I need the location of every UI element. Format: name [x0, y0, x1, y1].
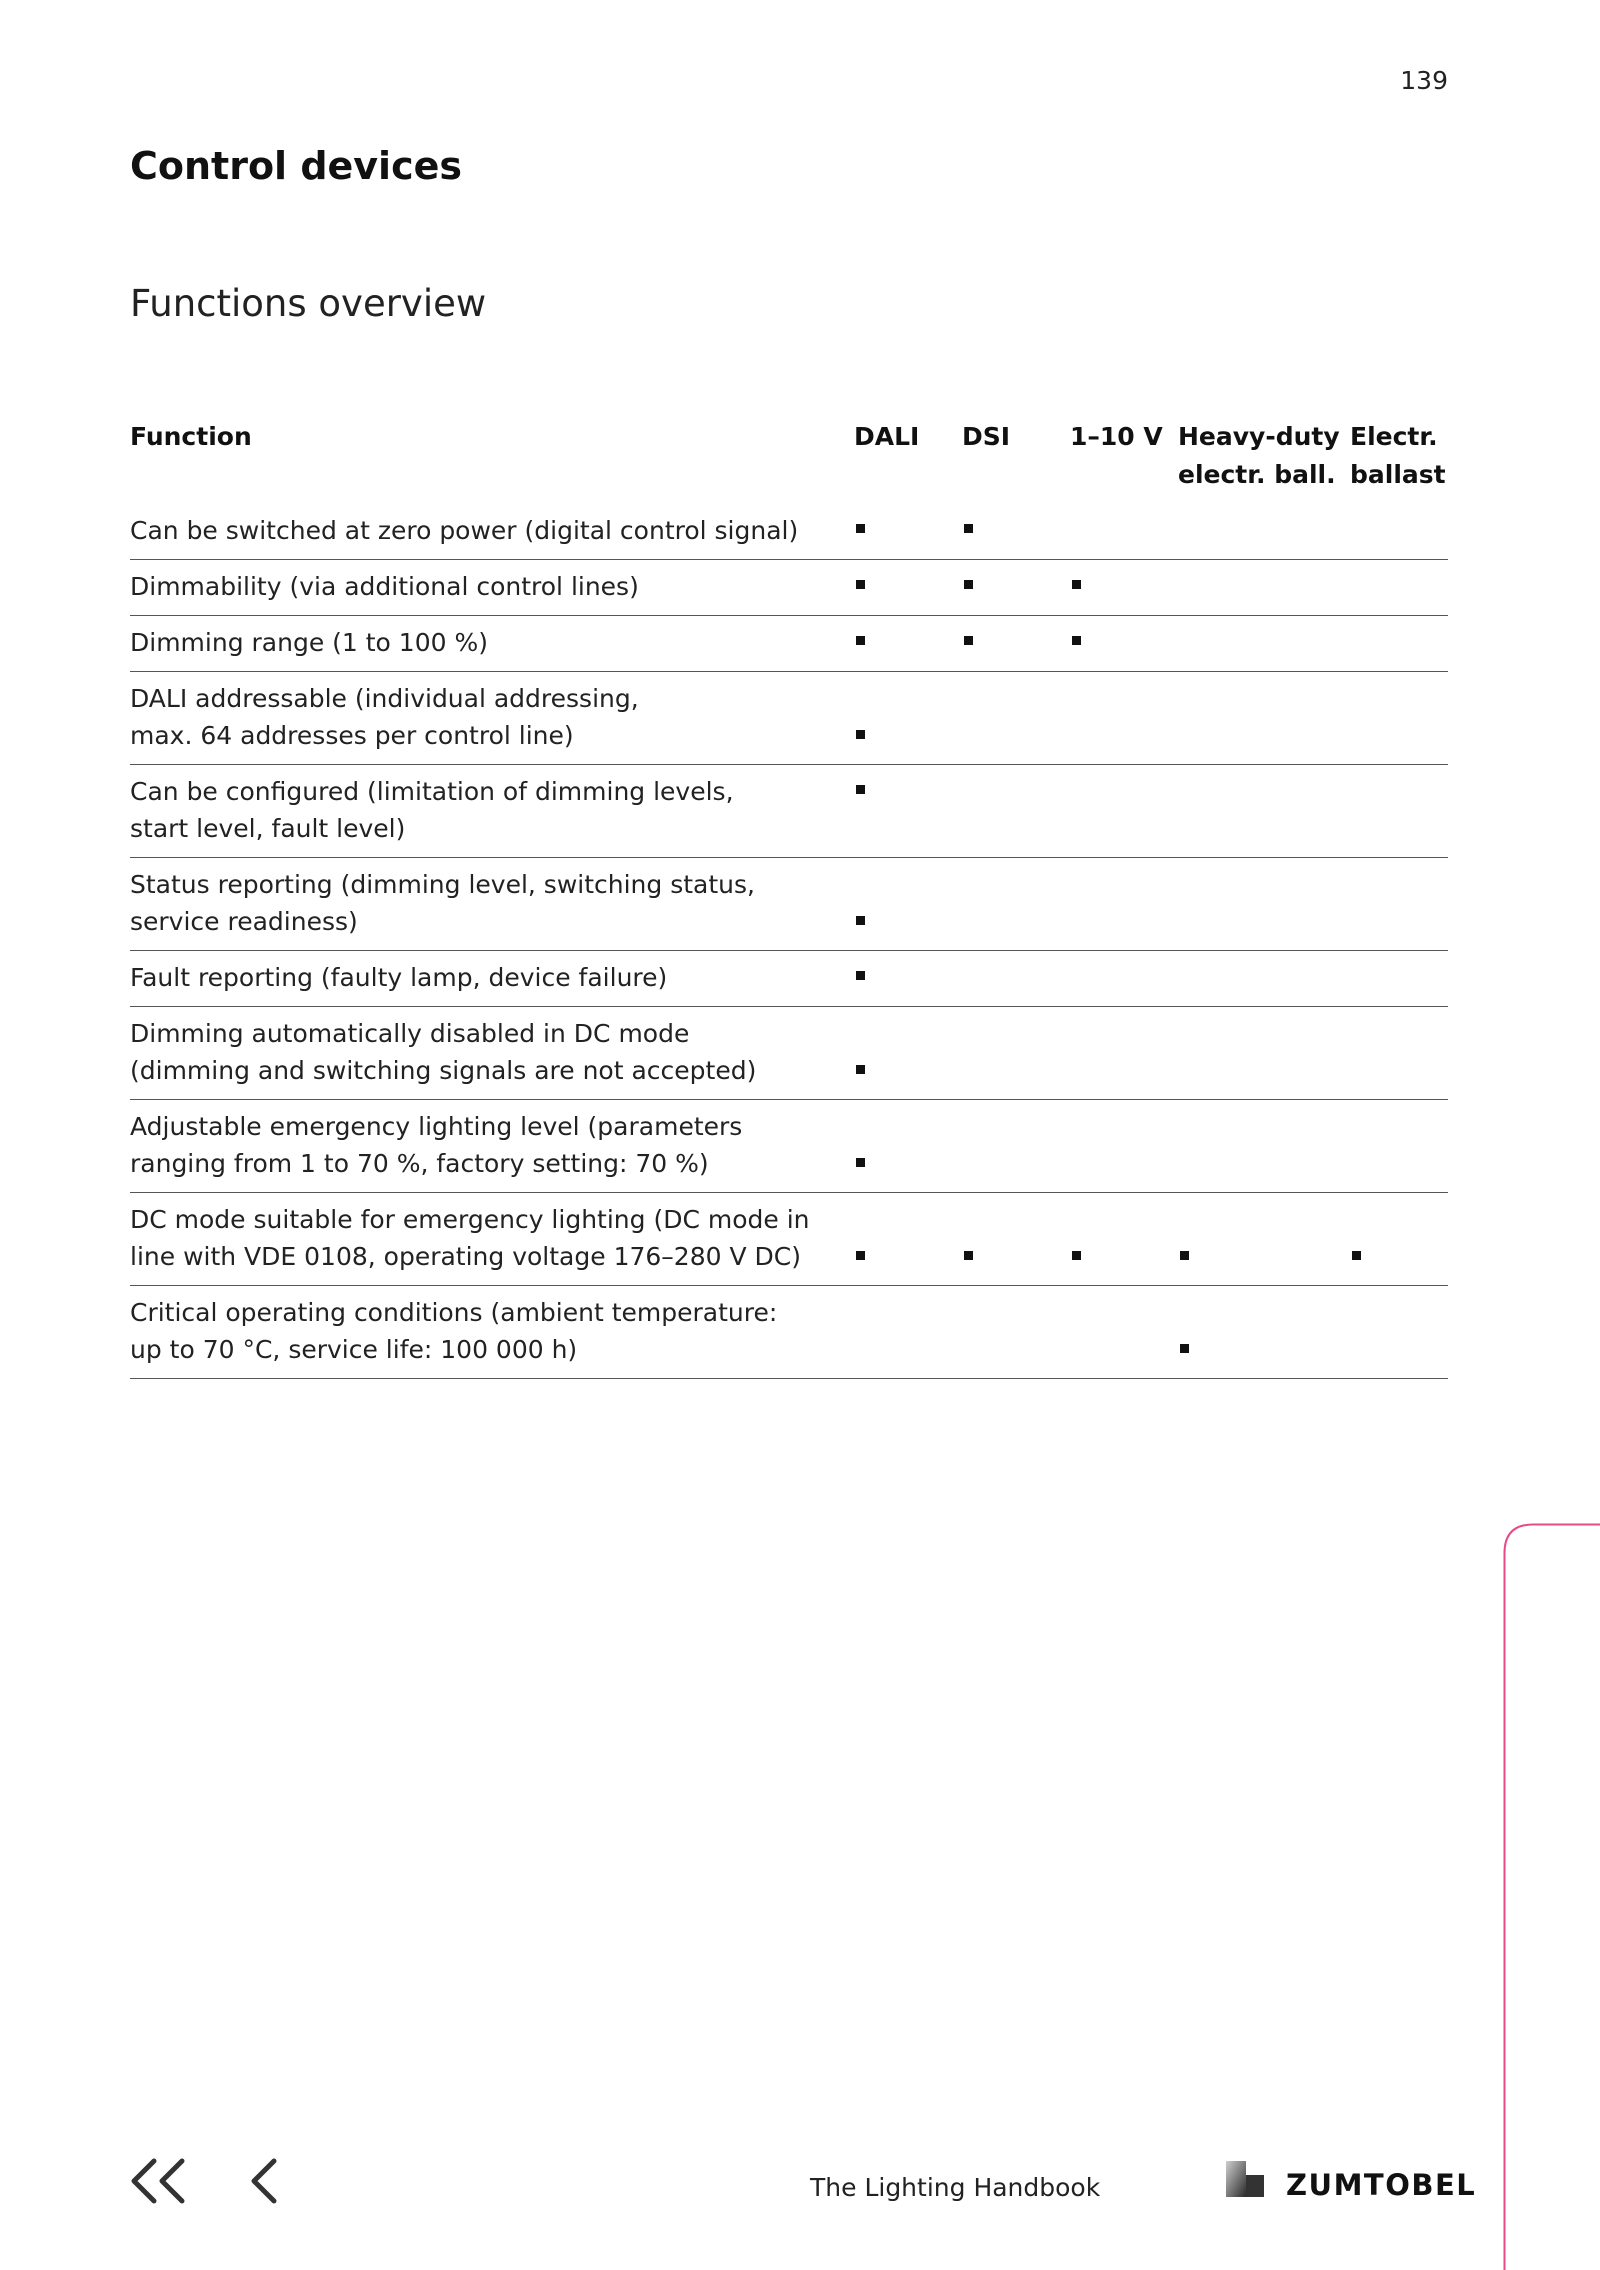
function-cell	[130, 1294, 830, 1368]
table-row	[130, 1286, 1448, 1379]
check-mark-dsi	[964, 1251, 973, 1260]
check-mark-dali	[856, 971, 865, 980]
check-mark-dali	[856, 524, 865, 533]
header-heavy-duty-line1: Heavy-duty	[1178, 422, 1340, 451]
handbook-title: The Lighting Handbook	[810, 2173, 1101, 2202]
chevron-left-icon	[248, 2158, 282, 2204]
check-mark-heavy-duty	[1180, 1344, 1189, 1353]
header-electr-line2: ballast	[1350, 460, 1446, 489]
check-mark-dali	[856, 785, 865, 794]
function-cell	[130, 624, 830, 661]
function-text: Dimming range (1 to 100 %)	[130, 628, 488, 657]
check-mark-1-10v	[1072, 636, 1081, 645]
function-text: line with VDE 0108, operating voltage 176–280 V DC)	[130, 1242, 801, 1271]
function-text: Can be switched at zero power (digital control signal)	[130, 516, 799, 545]
header-function: Function	[130, 422, 252, 451]
header-heavy-duty	[1178, 418, 1340, 494]
function-text: (dimming and switching signals are not accepted)	[130, 1056, 757, 1085]
chapter-side-tab	[1503, 1523, 1600, 2270]
check-mark-dali	[856, 916, 865, 925]
function-text: service readiness)	[130, 907, 358, 936]
function-text: Dimmability (via additional control lines)	[130, 572, 639, 601]
check-mark-dsi	[964, 580, 973, 589]
function-text: Dimming automatically disabled in DC mode	[130, 1019, 690, 1048]
header-dali: DALI	[854, 422, 920, 451]
function-cell	[130, 512, 830, 549]
check-mark-dali	[856, 1065, 865, 1074]
function-cell	[130, 1015, 830, 1089]
function-text: DC mode suitable for emergency lighting (DC mode in	[130, 1205, 810, 1234]
check-mark-dali	[856, 1158, 865, 1167]
header-heavy-duty-line2: electr. ball.	[1178, 460, 1336, 489]
function-cell	[130, 959, 830, 996]
table-row	[130, 504, 1448, 560]
function-cell	[130, 1201, 830, 1275]
double-chevron-left-icon	[128, 2158, 188, 2204]
page-number: 139	[1400, 66, 1448, 95]
function-text: ranging from 1 to 70 %, factory setting: 70 %)	[130, 1149, 709, 1178]
check-mark-dali	[856, 1251, 865, 1260]
table-row	[130, 858, 1448, 951]
check-mark-electr-ballast	[1352, 1251, 1361, 1260]
function-text: Status reporting (dimming level, switching status,	[130, 870, 755, 899]
first-page-button[interactable]	[128, 2158, 188, 2204]
check-mark-1-10v	[1072, 1251, 1081, 1260]
function-cell	[130, 568, 830, 605]
header-dsi: DSI	[962, 422, 1011, 451]
function-text: Critical operating conditions (ambient temperature:	[130, 1298, 778, 1327]
table-row	[130, 1007, 1448, 1100]
table-row	[130, 560, 1448, 616]
subtitle: Functions overview	[130, 282, 487, 325]
function-text: Adjustable emergency lighting level (parameters	[130, 1112, 743, 1141]
table-row	[130, 672, 1448, 765]
zumtobel-logo-icon	[1226, 2161, 1264, 2197]
table-header	[130, 412, 1448, 504]
function-text: Fault reporting (faulty lamp, device failure)	[130, 963, 668, 992]
function-text: start level, fault level)	[130, 814, 406, 843]
table-row	[130, 1193, 1448, 1286]
check-mark-1-10v	[1072, 580, 1081, 589]
function-text: max. 64 addresses per control line)	[130, 721, 574, 750]
previous-page-button[interactable]	[248, 2158, 282, 2204]
function-text: Can be configured (limitation of dimming levels,	[130, 777, 734, 806]
header-electr-line1: Electr.	[1350, 422, 1438, 451]
function-cell	[130, 1108, 830, 1182]
check-mark-dsi	[964, 636, 973, 645]
header-electr-ballast	[1350, 418, 1446, 494]
zumtobel-logo-text: ZUMTOBEL	[1286, 2168, 1477, 2202]
function-cell	[130, 866, 830, 940]
check-mark-dali	[856, 580, 865, 589]
check-mark-dsi	[964, 524, 973, 533]
functions-table	[130, 412, 1448, 1379]
function-cell	[130, 680, 830, 754]
check-mark-dali	[856, 636, 865, 645]
table-row	[130, 765, 1448, 858]
table-row	[130, 1100, 1448, 1193]
function-cell	[130, 773, 830, 847]
function-text: up to 70 °C, service life: 100 000 h)	[130, 1335, 578, 1364]
check-mark-dali	[856, 730, 865, 739]
section-title: Control devices	[130, 144, 462, 188]
table-row	[130, 951, 1448, 1007]
table-row	[130, 616, 1448, 672]
header-1-10v: 1–10 V	[1070, 422, 1163, 451]
check-mark-heavy-duty	[1180, 1251, 1189, 1260]
function-text: DALI addressable (individual addressing,	[130, 684, 639, 713]
